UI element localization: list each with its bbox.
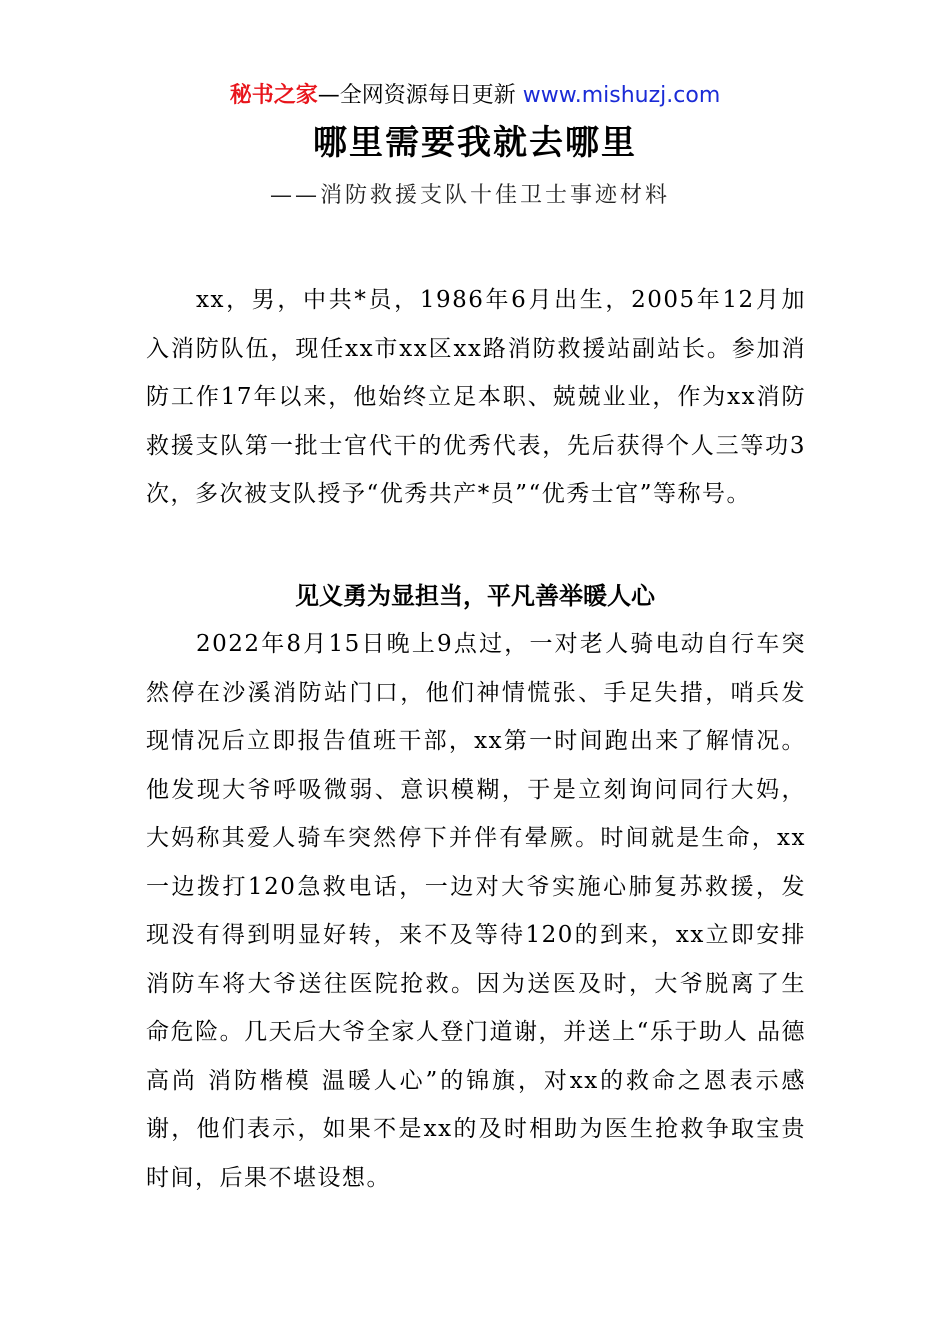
site-slogan: —全网资源每日更新 xyxy=(317,83,523,108)
site-header xyxy=(0,80,950,112)
document-subtitle: ——消防救援支队十佳卫士事迹材料 xyxy=(270,183,671,208)
intro-paragraph: xx，男，中共*员，1986年6月出生，2005年12月加入消防队伍，现任xx市xx区xx路消防救援站副站长。参加消防工作17年以来，他始终立足本职、兢兢业业，作为xx消防救援支队第一批士官代干的优秀代表，先后获得个人三等功3次，多次被支队授予“优秀共产*员”“优秀士官”等称号。 xyxy=(146,287,806,507)
document-title: 哪里需要我就去哪里 xyxy=(313,123,637,163)
site-url-link[interactable]: www.mishuzj.com xyxy=(522,83,721,108)
site-brand: 秘书之家 xyxy=(229,83,318,108)
section-heading: 见义勇为显担当，平凡善举暖人心 xyxy=(295,582,655,610)
story-paragraph: 2022年8月15日晚上9点过，一对老人骑电动自行车突然停在沙溪消防站门口，他们神情慌张、手足失措，哨兵发现情况后立即报告值班干部，xx第一时间跑出来了解情况。他发现大爷呼吸微弱、意识模糊，于是立刻询问同行大妈，大妈称其爱人骑车突然停下并伴有晕厥。时间就是生命，xx一边拨打120急救电话，一边对大爷实施心肺复苏救援，发现没有得到明显好转，来不及等待120的到来，xx立即安排消防车将大爷送往医院抢救。因为送医及时，大爷脱离了生命危险。几天后大爷全家人登门道谢，并送上“乐于助人 品德高尚 消防楷模 温暖人心”的锦旗，对xx的救命之恩表示感谢，他们表示，如果不是xx的及时相助为医生抢救争取宝贵时间，后果不堪设想。 xyxy=(146,631,806,1191)
